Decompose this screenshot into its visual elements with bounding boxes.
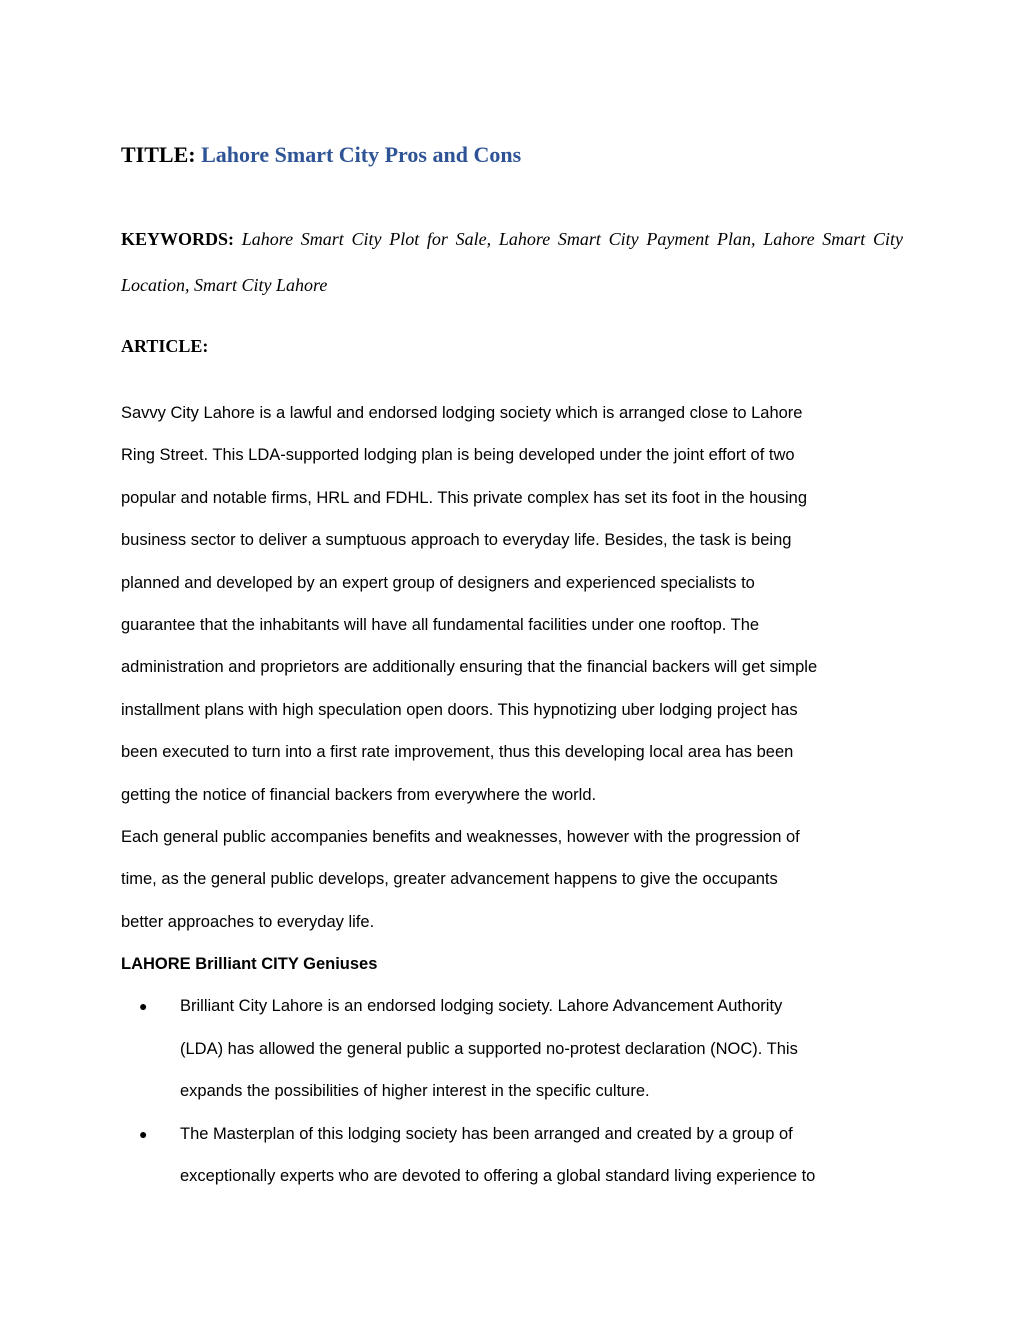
- text-line: better approaches to everyday life.: [121, 912, 375, 931]
- paragraph-1: [121, 392, 911, 816]
- text-line: getting the notice of financial backers from everywhere the world.: [121, 785, 597, 804]
- text-line: popular and notable firms, HRL and FDHL. This private complex has set its foot in the housing: [121, 488, 808, 507]
- text-line: Each general public accompanies benefits and weaknesses, however with the progression of: [121, 827, 800, 846]
- bullet-text: Brilliant City Lahore is an endorsed lodging society. Lahore Advancement Authority: [180, 997, 783, 1016]
- bullet-text: exceptionally experts who are devoted to offering a global standard living experience to: [180, 1167, 816, 1186]
- bullet-icon: ●: [139, 1125, 148, 1142]
- document-title: [121, 140, 521, 170]
- paragraph-2: [121, 816, 911, 943]
- keywords-block: [121, 216, 903, 308]
- text-line: business sector to deliver a sumptuous approach to everyday life. Besides, the task is being: [121, 531, 792, 550]
- bullet-icon: ●: [139, 998, 148, 1015]
- article-heading: ARTICLE:: [121, 336, 209, 356]
- keywords-value: Lahore Smart City Plot for Sale, Lahore Smart City Payment Plan, Lahore Smart City Location, Smart City Lahore: [121, 229, 903, 295]
- bullet-text: (LDA) has allowed the general public a supported no-protest declaration (NOC). This: [180, 1039, 798, 1058]
- text-line: installment plans with high speculation open doors. This hypnotizing uber lodging project has: [121, 700, 798, 719]
- text-line: planned and developed by an expert group of designers and experienced specialists to: [121, 573, 755, 592]
- text-line: administration and proprietors are additionally ensuring that the financial backers will get simple: [121, 658, 818, 677]
- text-line: guarantee that the inhabitants will have all fundamental facilities under one rooftop. The: [121, 615, 760, 634]
- title-value: Lahore Smart City Pros and Cons: [201, 142, 522, 167]
- list-item: [121, 1113, 911, 1198]
- list-item: [121, 985, 911, 1112]
- bullet-text: The Masterplan of this lodging society has been arranged and created by a group of: [180, 1124, 793, 1143]
- bullet-text: expands the possibilities of higher interest in the specific culture.: [180, 1082, 650, 1101]
- text-line: time, as the general public develops, greater advancement happens to give the occupants: [121, 870, 778, 889]
- title-label: TITLE:: [121, 142, 196, 167]
- text-line: Ring Street. This LDA-supported lodging plan is being developed under the joint effort of two: [121, 446, 795, 465]
- article-body: [121, 392, 911, 1197]
- bullet-list: [121, 985, 911, 1197]
- bullet-line: [121, 1113, 911, 1155]
- section-heading: LAHORE Brilliant CITY Geniuses: [121, 955, 378, 974]
- text-line: been executed to turn into a first rate improvement, thus this developing local area has been: [121, 743, 794, 762]
- text-line: Savvy City Lahore is a lawful and endorsed lodging society which is arranged close to Lahore: [121, 404, 803, 422]
- keywords-label: KEYWORDS:: [121, 229, 235, 249]
- bullet-line: [121, 985, 911, 1027]
